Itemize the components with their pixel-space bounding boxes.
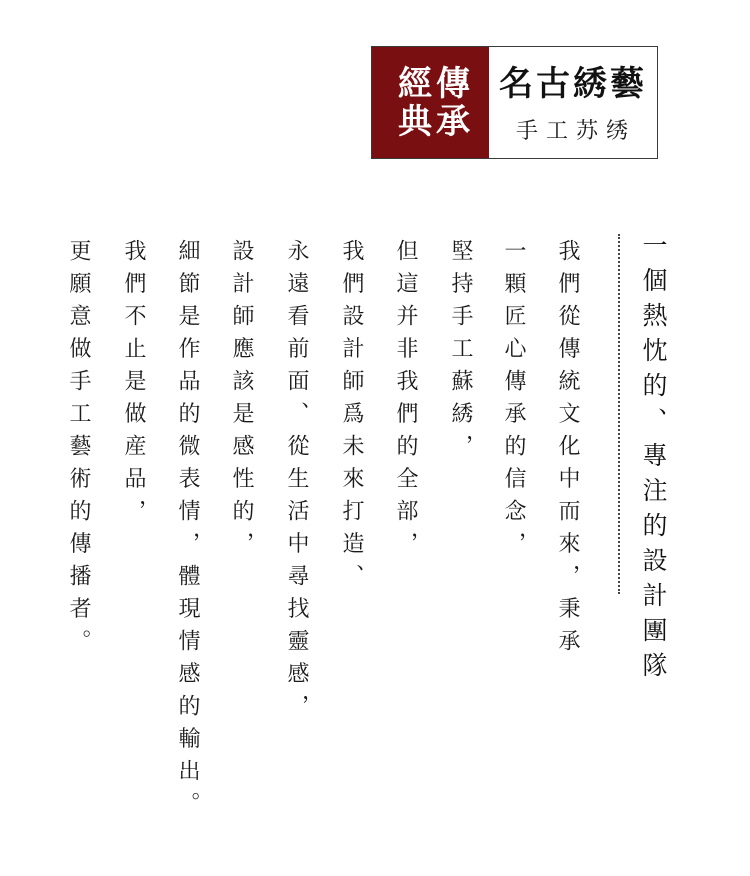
seal-text-left: 經典	[391, 64, 432, 141]
poem-line: 我們從傳統文化中而來，秉承	[555, 239, 580, 662]
seal-text-right: 傳承	[429, 64, 470, 141]
poem-line: 堅持手工蘇綉，	[448, 239, 473, 467]
poem-line: 更願意做手工藝術的傳播者。	[66, 239, 91, 662]
poem-line: 我們設計師爲未來打造、	[339, 239, 364, 597]
poem-line: 設計師應該是感性的，	[229, 239, 254, 564]
poem-line: 永遠看前面、從生活中尋找靈感，	[284, 239, 309, 727]
poem-line: 一顆匠心傳承的信念，	[501, 239, 526, 564]
brand-name: 名古綉藝	[499, 64, 647, 105]
poem-line: 我們不止是做産品，	[121, 239, 146, 532]
brand-block	[489, 47, 657, 158]
poem-line: 細節是作品的微表情，體現情感的輸出。	[175, 239, 200, 824]
poem-title: 一個熱忱的、專注的設計團隊	[639, 232, 668, 687]
brand-badge	[371, 46, 658, 159]
brand-subtitle: 手工苏绣	[515, 118, 636, 144]
heritage-seal	[372, 47, 489, 158]
dotted-divider	[618, 234, 620, 594]
poem-line: 但這并非我們的全部，	[393, 239, 418, 564]
